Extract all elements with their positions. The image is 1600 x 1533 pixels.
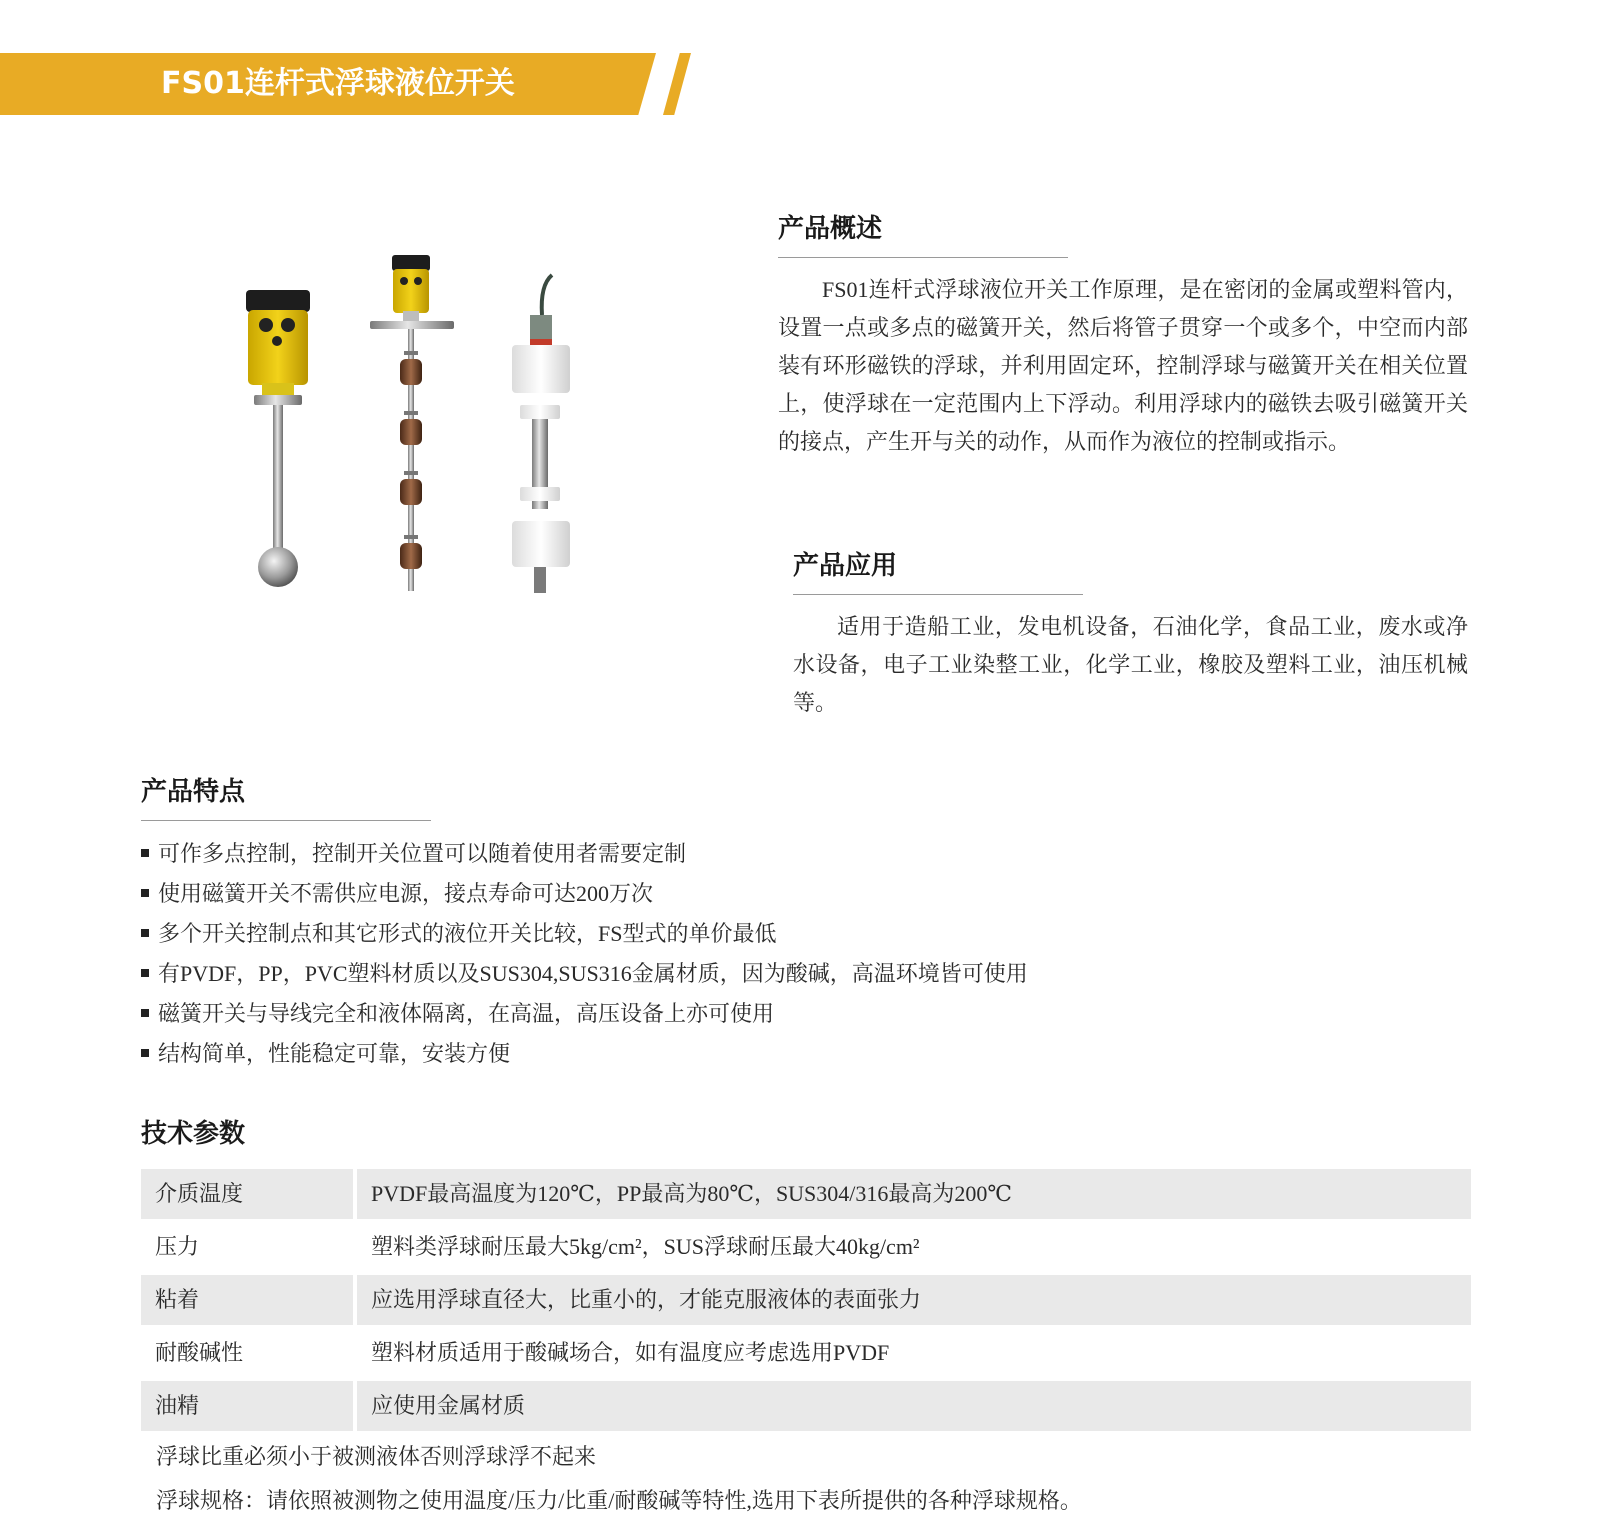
feature-item: 磁簧开关与导线完全和液体隔离，在高温，高压设备上亦可使用: [141, 994, 1028, 1034]
header-banner-stripe: [663, 53, 691, 115]
product-image-2: [370, 255, 454, 591]
overview-text: FS01连杆式浮球液位开关工作原理，是在密闭的金属或塑料管内，设置一点或多点的磁簧开关，然后将管子贯穿一个或多个，中空而内部装有环形磁铁的浮球，并利用固定环，控制浮球与磁簧开关在相关位置上，使浮球在一定范围内上下浮动。利用浮球内的磁铁去吸引磁簧开关的接点，产生开与关的动作，从而作为液位的控制或指示。: [778, 277, 1468, 454]
spec-value: PVDF最高温度为120℃，PP最高为80℃，SUS304/316最高为200℃: [357, 1169, 1471, 1219]
application-rule: [793, 594, 1083, 595]
feature-item: 多个开关控制点和其它形式的液位开关比较，FS型式的单价最低: [141, 914, 1028, 954]
table-row: [141, 1275, 1471, 1325]
feature-item: 结构简单，性能稳定可靠，安装方便: [141, 1034, 1028, 1074]
table-row: [141, 1328, 1471, 1378]
spec-note: 浮球规格：请依照被测物之使用温度/压力/比重/耐酸碱等特性,选用下表所提供的各种浮球规格。: [156, 1488, 1082, 1513]
spec-label: 压力: [155, 1234, 200, 1259]
overview-heading: 产品概述: [778, 214, 883, 244]
spec-label: 耐酸碱性: [155, 1340, 244, 1365]
spec-note: 浮球比重必须小于被测液体否则浮球浮不起来: [156, 1444, 597, 1469]
spec-table: [141, 1169, 1471, 1434]
bullet-icon: [141, 889, 149, 897]
bullet-icon: [141, 849, 149, 857]
specs-heading: 技术参数: [141, 1119, 246, 1149]
spec-value: 应使用金属材质: [357, 1381, 1471, 1431]
table-row: [141, 1169, 1471, 1219]
bullet-icon: [141, 929, 149, 937]
spec-label: 油精: [141, 1381, 353, 1431]
features-rule: [141, 820, 431, 821]
features-list: [141, 834, 1028, 1074]
spec-value: 应选用浮球直径大，比重小的，才能克服液体的表面张力: [357, 1275, 1471, 1325]
page-title: FS01连杆式浮球液位开关: [161, 66, 515, 101]
feature-item: 使用磁簧开关不需供应电源，接点寿命可达200万次: [141, 874, 1028, 914]
feature-item: 可作多点控制，控制开关位置可以随着使用者需要定制: [141, 834, 1028, 874]
spec-label: 粘着: [141, 1275, 353, 1325]
bullet-icon: [141, 1049, 149, 1057]
feature-item: 有PVDF，PP，PVC塑料材质以及SUS304,SUS316金属材质，因为酸碱，高温环境皆可使用: [141, 954, 1028, 994]
product-photos: [240, 255, 600, 605]
spec-label: 介质温度: [141, 1169, 353, 1219]
product-image-3: [512, 275, 570, 593]
spec-value: 塑料类浮球耐压最大5kg/cm²，SUS浮球耐压最大40kg/cm²: [371, 1234, 920, 1259]
overview-rule: [778, 257, 1068, 258]
table-row: [141, 1381, 1471, 1431]
bullet-icon: [141, 969, 149, 977]
features-heading: 产品特点: [141, 777, 246, 807]
product-image-1: [246, 290, 310, 587]
spec-value: 塑料材质适用于酸碱场合，如有温度应考虑选用PVDF: [371, 1340, 890, 1365]
bullet-icon: [141, 1009, 149, 1017]
application-heading: 产品应用: [793, 551, 898, 581]
table-row: [141, 1222, 1471, 1272]
application-text: 适用于造船工业，发电机设备，石油化学，食品工业，废水或净水设备，电子工业染整工业，化学工业，橡胶及塑料工业，油压机械等。: [793, 614, 1468, 715]
